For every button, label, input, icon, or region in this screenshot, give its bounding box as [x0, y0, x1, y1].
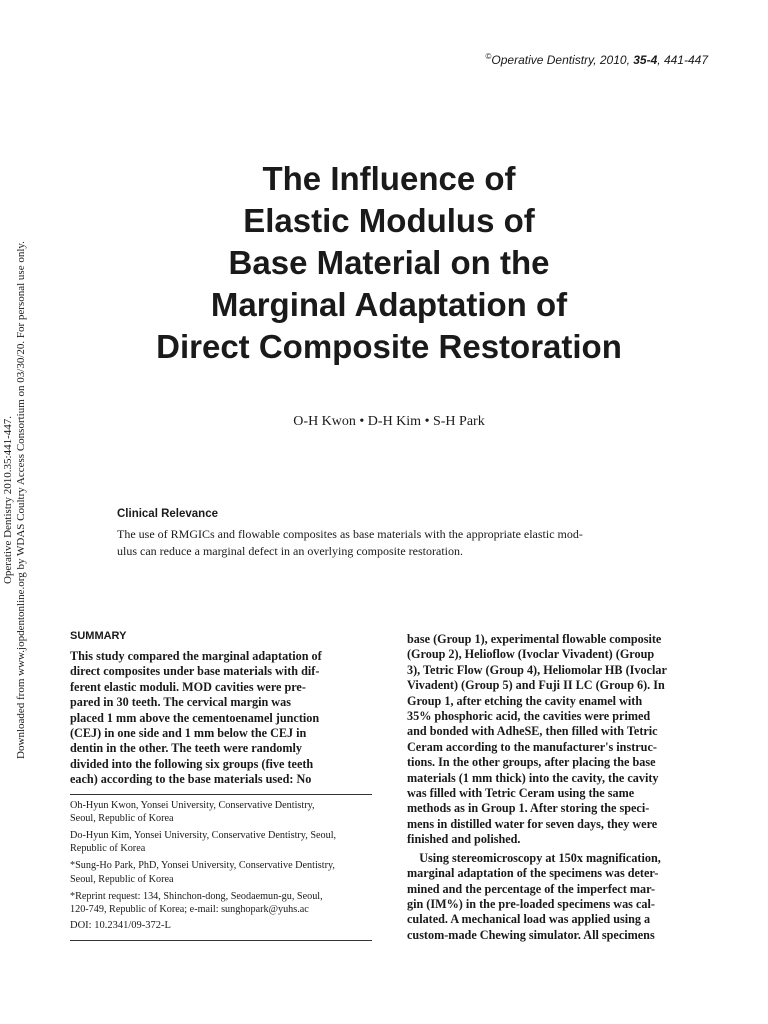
text-line: dentin in the other. The teeth were randomly — [70, 741, 303, 756]
journal-pages: , 441-447 — [657, 53, 708, 67]
text-line: finished and polished. — [407, 832, 521, 847]
text-line: Seoul, Republic of Korea — [70, 873, 174, 885]
text-line: (Group 2), Helioflow (Ivoclar Vivadent) (Group — [407, 647, 655, 662]
text-line: *Sung-Ho Park, PhD, Yonsei University, Conservative Dentistry, — [70, 860, 335, 872]
text-line: culated. A mechanical load was applied using a — [407, 912, 651, 927]
author-list: O-H Kwon • D-H Kim • S-H Park — [293, 414, 485, 429]
text-line: Republic of Korea — [70, 843, 146, 855]
article-title — [100, 158, 678, 368]
text-line: Seoul, Republic of Korea — [70, 812, 174, 824]
text-line: Using stereomicroscopy at 150x magnification, — [407, 850, 661, 865]
text-line: and bonded with AdheSE, then filled with Tetric — [407, 724, 658, 739]
text-line: pared in 30 teeth. The cervical margin was — [70, 695, 291, 710]
text-line: was filled with Tetric Ceram using the same — [407, 786, 635, 801]
right-column — [407, 632, 709, 943]
text-line: custom-made Chewing simulator. All specimens — [407, 927, 655, 942]
title-line: Direct Composite Restoration — [156, 328, 622, 365]
affiliation — [70, 829, 372, 855]
side-download-note — [2, 210, 38, 790]
text-line: Ceram according to the manufacturer's instruc- — [407, 739, 657, 754]
clinical-relevance-heading: Clinical Relevance — [117, 508, 218, 520]
title-line: Base Material on the — [228, 244, 550, 281]
text-line: base (Group 1), experimental flowable composite — [407, 632, 662, 646]
text-line: Vivadent) (Group 5) and Fuji II LC (Group 6). In — [407, 678, 665, 693]
footnote-divider — [70, 794, 372, 795]
summary-continued-text — [407, 632, 709, 943]
clinical-relevance — [117, 508, 672, 560]
text-line: placed 1 mm above the cementoenamel junction — [70, 710, 320, 725]
text-line: materials (1 mm thick) into the cavity, the cavity — [407, 770, 659, 785]
left-column — [70, 630, 372, 945]
text-line: direct composites under base materials with dif- — [70, 664, 320, 679]
text-line: ferent elastic moduli. MOD cavities were pre- — [70, 679, 306, 694]
title-line: The Influence of — [262, 160, 516, 197]
text-line: each) according to the base materials used: No — [70, 772, 312, 787]
text-line: This study compared the marginal adaptation of — [70, 649, 322, 663]
summary-text — [70, 649, 372, 788]
side-note-line-2: Downloaded from www.jopdentonline.org by WDAS Coultry Access Consortium on 03/30/20. For personal use only. — [15, 241, 27, 759]
clinical-relevance-text — [117, 526, 672, 560]
text-line: ulus can reduce a marginal defect in an overlying composite restoration. — [117, 544, 463, 558]
text-line: (CEJ) in one side and 1 mm below the CEJ in — [70, 726, 307, 741]
text-line: *Reprint request: 134, Shinchon-dong, Seodaemun-gu, Seoul, — [70, 890, 323, 902]
text-line: mined and the percentage of the imperfect mar- — [407, 881, 656, 896]
summary-heading: SUMMARY — [70, 630, 127, 642]
text-line: Do-Hyun Kim, Yonsei University, Conservative Dentistry, Seoul, — [70, 830, 337, 842]
text-line: methods as in Group 1. After storing the speci- — [407, 801, 650, 816]
text-line: The use of RMGICs and flowable composites as base materials with the appropriate elastic mod- — [117, 527, 583, 541]
affiliation — [70, 859, 372, 885]
text-line: gin (IM%) in the pre-loaded specimens was cal- — [407, 896, 655, 911]
journal-volume: 35-4 — [633, 53, 658, 67]
text-line: marginal adaptation of the specimens was deter- — [407, 866, 659, 881]
text-line: 120-749, Republic of Korea; e-mail: sunghopark@yuhs.ac — [70, 904, 309, 916]
footnote-bottom-divider — [70, 940, 372, 941]
doi: DOI: 10.2341/09-372-L — [70, 920, 171, 932]
text-line: Group 1, after etching the cavity enamel with — [407, 693, 643, 708]
journal-name: Operative Dentistry, 2010, — [491, 53, 634, 67]
text-line: Oh-Hyun Kwon, Yonsei University, Conservative Dentistry, — [70, 799, 315, 811]
title-line: Elastic Modulus of — [243, 202, 535, 239]
text-line: divided into the following six groups (five teeth — [70, 756, 314, 771]
text-line: 3), Tetric Flow (Group 4), Heliomolar HB (Ivoclar — [407, 662, 667, 677]
affiliation — [70, 799, 372, 825]
reprint-request — [70, 890, 372, 916]
text-line: mens in distilled water for seven days, they were — [407, 816, 658, 831]
text-line: tions. In the other groups, after placing the base — [407, 755, 656, 770]
title-line: Marginal Adaptation of — [210, 286, 568, 323]
side-note-line-1: Operative Dentistry 2010.35:441-447. — [2, 415, 14, 585]
journal-citation — [486, 52, 709, 67]
copyright-symbol: © — [485, 52, 492, 61]
text-line: 35% phosphoric acid, the cavities were primed — [407, 709, 651, 724]
